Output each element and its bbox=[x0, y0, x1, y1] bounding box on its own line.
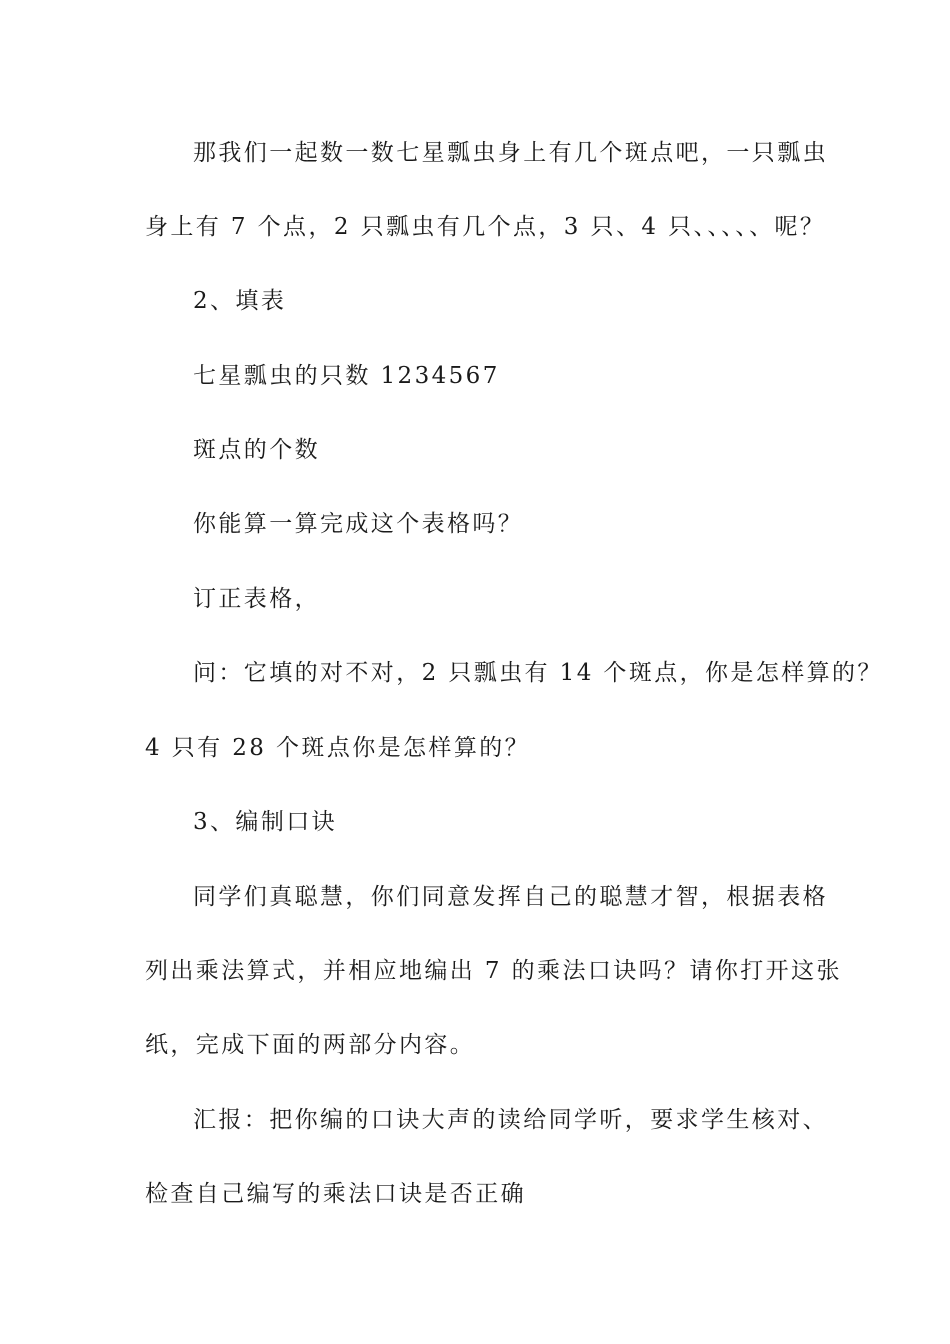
paragraph-line: 同学们真聪慧，你们同意发挥自己的聪慧才智，根据表格 bbox=[193, 884, 828, 910]
paragraph-line: 身上有 7 个点，2 只瓢虫有几个点，3 只、4 只、、、、、呢？ bbox=[145, 214, 826, 240]
section-heading-compose-rhyme: 3、编制口诀 bbox=[193, 809, 338, 835]
paragraph-line: 4 只有 28 个斑点你是怎样算的？ bbox=[145, 735, 531, 761]
paragraph-line: 订正表格， bbox=[193, 586, 320, 612]
paragraph-line: 那我们一起数一数七星瓢虫身上有几个斑点吧，一只瓢虫 bbox=[193, 140, 828, 166]
paragraph-line: 列出乘法算式，并相应地编出 7 的乘法口诀吗？请你打开这张 bbox=[145, 958, 842, 984]
table-row-ladybug-count: 七星瓢虫的只数 1234567 bbox=[193, 363, 500, 389]
paragraph-line: 你能算一算完成这个表格吗？ bbox=[193, 511, 524, 537]
paragraph-line: 检查自己编写的乘法口诀是否正确 bbox=[145, 1181, 526, 1207]
paragraph-line: 汇报：把你编的口诀大声的读给同学听，要求学生核对、 bbox=[193, 1107, 828, 1133]
paragraph-line: 问：它填的对不对，2 只瓢虫有 14 个斑点，你是怎样算的？ bbox=[193, 660, 883, 686]
paragraph-line: 纸，完成下面的两部分内容。 bbox=[145, 1032, 476, 1058]
table-row-spot-count: 斑点的个数 bbox=[193, 437, 320, 463]
section-heading-fill-table: 2、填表 bbox=[193, 288, 287, 314]
